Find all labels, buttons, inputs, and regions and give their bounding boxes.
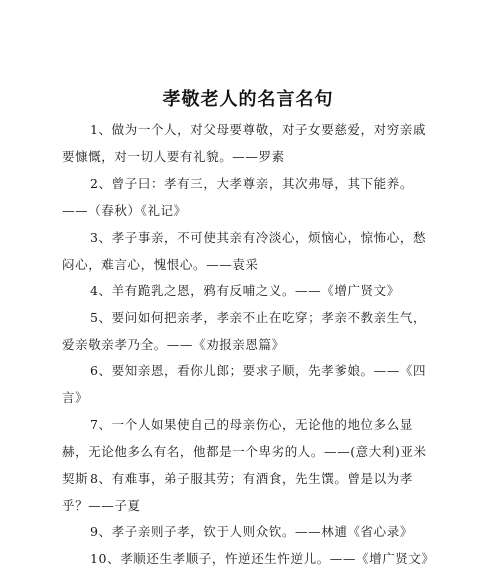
- quote-9: 9、孝子亲则子孝，钦于人则众钦。——林逋《省心录》: [90, 524, 413, 539]
- quote-1: 1、做为一个人，对父母要尊敬，对子女要慈爱，对穷亲戚要慷慨，对一切人要有礼貌。——罗素: [62, 122, 427, 164]
- quote-7: 7、一个人如果使自己的母亲伤心，无论他的地位多么显赫，无论他多么有名，他都是一个卑劣的人。——(意大利)亚米契斯: [62, 417, 427, 486]
- quote-4: 4、羊有跪乳之恩，鸦有反哺之义。——《增广贤文》: [90, 283, 400, 298]
- quote-3: 3、孝子事亲，不可使其亲有冷淡心，烦恼心，惊怖心，愁闷心，难言心，愧恨心。——袁采: [62, 230, 427, 272]
- quote-10: 10、孝顺还生孝顺子，忤逆还生忤逆儿。——《增广贤文》: [90, 551, 435, 566]
- document-title: 孝敬老人的名言名句: [162, 89, 334, 110]
- quote-5: 5、要问如何把亲孝，孝亲不止在吃穿；孝亲不教亲生气，爱亲敬亲孝乃全。——《劝报亲恩篇》: [62, 310, 427, 352]
- quote-2: 2、曾子曰：孝有三，大孝尊亲，其次弗辱，其下能养。——（春秋）《礼记》: [62, 176, 413, 218]
- quote-6: 6、要知亲恩，看你儿郎；要求子顺，先孝爹娘。——《四言》: [62, 363, 427, 405]
- quote-8: 8、有难事，弟子服其劳；有酒食，先生馔。曾是以为孝乎？——子夏: [62, 471, 413, 513]
